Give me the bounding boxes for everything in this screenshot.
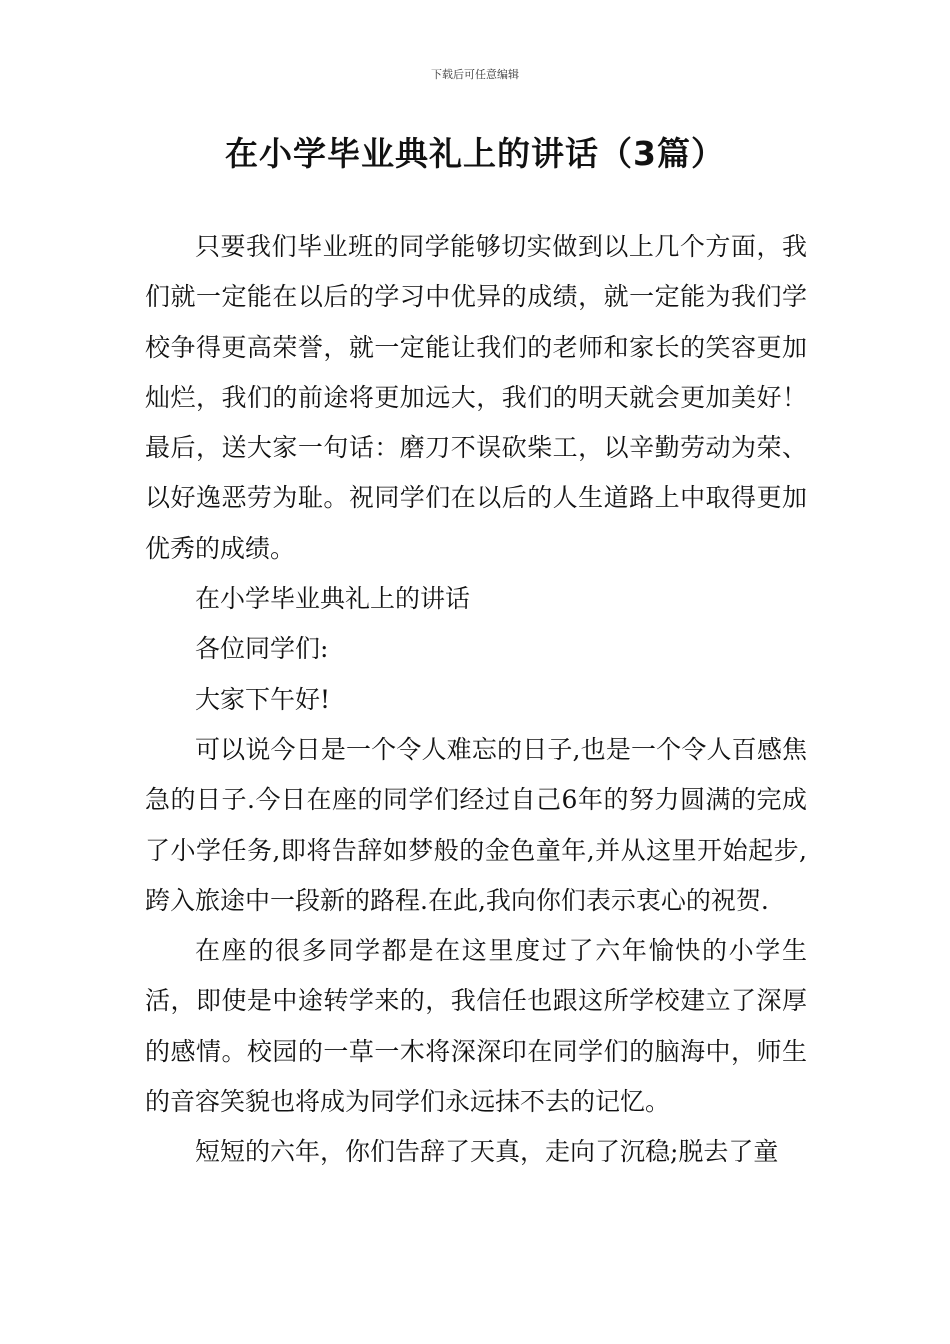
document-title: 在小学毕业典礼上的讲话（3篇） <box>225 134 725 173</box>
paragraph-greeting: 大家下午好! <box>195 684 331 714</box>
paragraph-closing-remarks: 只要我们毕业班的同学能够切实做到以上几个方面，我们就一定能在以后的学习中优异的成绩，就一定能为我们学校争得更高荣誉，就一定能让我们的老师和家长的笑容更加灿烂，我们的前途将更加远大，我们的明天就会更加美好！最后，送大家一句话：磨刀不误砍柴工，以辛勤劳动为荣、以好逸恶劳为耻。祝同学们在以后的人生道路上中取得更加优秀的成绩。 <box>145 232 807 563</box>
paragraph-salutation: 各位同学们: <box>195 634 329 664</box>
paragraph-speech-title: 在小学毕业典礼上的讲话 <box>195 584 471 614</box>
document-body <box>145 222 807 1178</box>
paragraph-six-years: 短短的六年，你们告辞了天真，走向了沉稳;脱去了童 <box>195 1137 779 1167</box>
header-note: 下载后可任意编辑 <box>431 68 519 81</box>
paragraph-memorable-day: 可以说今日是一个令人难忘的日子,也是一个令人百感焦急的日子.今日在座的同学们经过自己6年的努力圆满的完成了小学任务,即将告辞如梦般的金色童年,并从这里开始起步,跨入旅途中一段新的路程.在此,我向你们表示衷心的祝贺. <box>145 734 807 915</box>
paragraph-school-life: 在座的很多同学都是在这里度过了六年愉快的小学生活，即使是中途转学来的，我信任也跟这所学校建立了深厚的感情。校园的一草一木将深深印在同学们的脑海中，师生的音容笑貌也将成为同学们永远抹不去的记忆。 <box>145 936 807 1117</box>
